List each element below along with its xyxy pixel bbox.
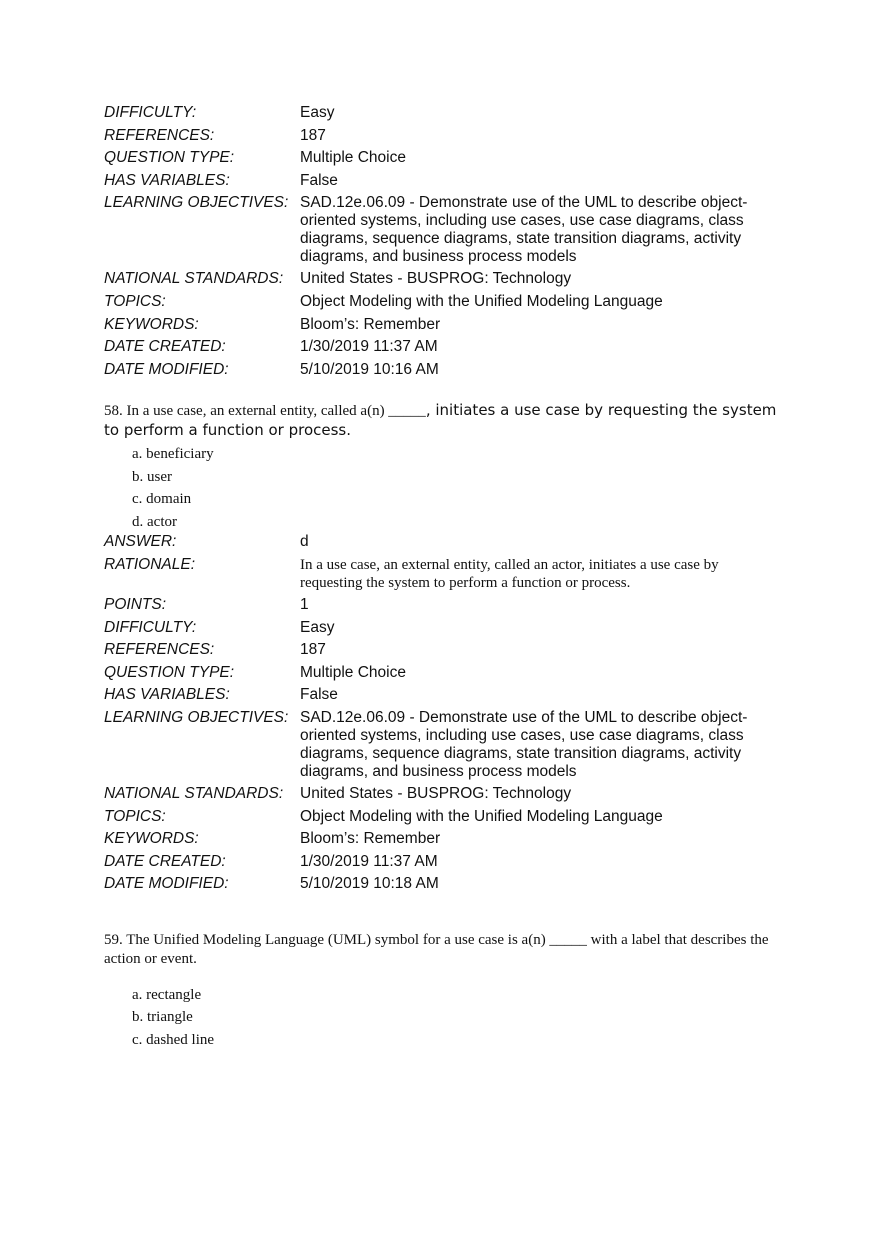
has-variables-row: HAS VARIABLES: False — [104, 686, 338, 704]
difficulty-row: DIFFICULTY: Easy — [104, 104, 335, 121]
choice-b[interactable]: b. triangle — [132, 1009, 193, 1026]
learning-objectives-row: LEARNING OBJECTIVES: SAD.12e.06.09 - Demonstrate use of the UML to describe object-oriented systems, including use cases, use case diagrams, class diagrams, sequence diagrams, state transition diagrams, activity diagrams, and business process models — [104, 708, 748, 780]
references-row: REFERENCES: 187 — [104, 641, 326, 659]
document-page — [104, 104, 784, 1051]
rationale-row: RATIONALE: In a use case, an external entity, called an actor, initiates a use case by requesting the system to perform a function or process. — [104, 555, 719, 591]
question-type-row: QUESTION TYPE: Multiple Choice — [104, 149, 406, 167]
topics-row: TOPICS: Object Modeling with the Unified Modeling Language — [104, 807, 663, 825]
question-58-metadata — [104, 533, 784, 898]
choice-c[interactable]: c. dashed line — [132, 1031, 215, 1048]
date-modified-row: DATE MODIFIED: 5/10/2019 10:16 AM — [104, 360, 439, 378]
question-type-row: QUESTION TYPE: Multiple Choice — [104, 663, 406, 681]
choice-c[interactable]: c. domain — [132, 491, 192, 508]
keywords-row: KEYWORDS: Bloom’s: Remember — [104, 830, 441, 848]
difficulty-row: DIFFICULTY: Easy — [104, 618, 335, 636]
choice-d[interactable]: d. actor — [132, 513, 177, 530]
has-variables-row: HAS VARIABLES: False — [104, 171, 338, 189]
question-57-metadata — [104, 104, 784, 383]
choice-a[interactable]: a. rectangle — [132, 986, 202, 1003]
question-59-choices — [132, 984, 784, 1052]
topics-row: TOPICS: Object Modeling with the Unified Modeling Language — [104, 292, 663, 310]
choice-a[interactable]: a. beneficiary — [132, 446, 214, 463]
choice-b[interactable]: b. user — [132, 468, 172, 485]
answer-row: ANSWER: d — [104, 533, 309, 551]
question-58-stem: 58. In a use case, an external entity, called a(n) _____, initiates a use case by requesting the system to perform a function or process. — [104, 401, 777, 440]
keywords-row: KEYWORDS: Bloom’s: Remember — [104, 315, 441, 333]
points-row: POINTS: 1 — [104, 595, 309, 613]
national-standards-row: NATIONAL STANDARDS: United States - BUSPROG: Technology — [104, 784, 572, 802]
date-created-row: DATE CREATED: 1/30/2019 11:37 AM — [104, 852, 438, 870]
national-standards-row: NATIONAL STANDARDS: United States - BUSPROG: Technology — [104, 270, 572, 288]
references-row: REFERENCES: 187 — [104, 126, 326, 144]
learning-objectives-row: LEARNING OBJECTIVES: SAD.12e.06.09 - Demonstrate use of the UML to describe object-oriented systems, including use cases, use case diagrams, class diagrams, sequence diagrams, state transition diagrams, activity diagrams, and business process models — [104, 194, 748, 266]
question-59-stem: 59. The Unified Modeling Language (UML) symbol for a use case is a(n) _____ with a label that describes the action or event. — [104, 931, 769, 967]
date-modified-row: DATE MODIFIED: 5/10/2019 10:18 AM — [104, 875, 439, 893]
question-58-choices — [132, 443, 784, 533]
date-created-row: DATE CREATED: 1/30/2019 11:37 AM — [104, 338, 438, 356]
